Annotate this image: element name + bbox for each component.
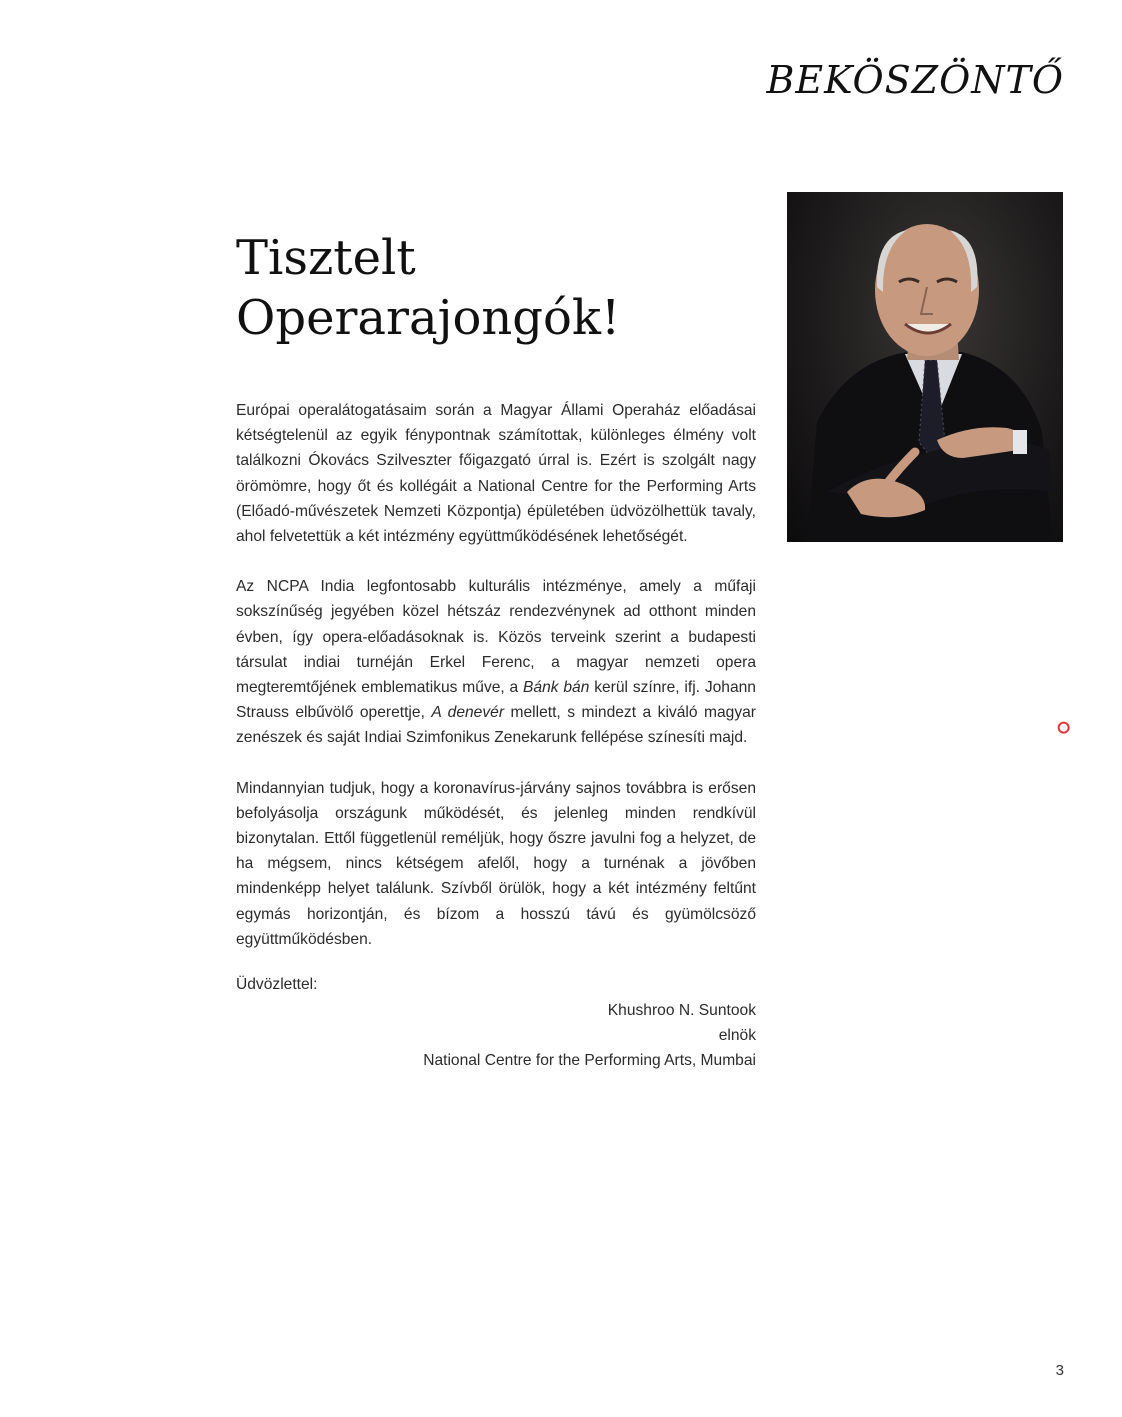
signature-name: Khushroo N. Suntook <box>607 1002 756 1019</box>
credit-ring-icon <box>1058 722 1070 734</box>
paragraph-3: Mindannyian tudjuk, hogy a koronavírus-járvány sajnos továbbra is erősen befolyásolja országunk működését, és jelenleg minden rendkívül bizonytalan. Ettől függetlenül reméljük, hogy őszre javulni fog a helyzet, de ha mégsem, nincs kétségem afelől, hogy a turnénak a jövőben mindenképp helyet találunk. Szívből örülök, hogy a két intézmény feltűnt egymás horizontján, és bízom a hosszú távú és gyümölcsöző együttműködésben. <box>236 779 756 948</box>
paragraph-1: Európai operalátogatásaim során a Magyar Állami Operaház előadásai kétségtelenül az egyik fénypontnak számítottak, különleges élmény volt találkozni Ókovács Szilveszter főigazgató úrral is. Ezért is szolgált nagy örömömre, hogy őt és kollégáit a National Centre for the Performing Arts (Előadó-művészetek Nemzeti Központja) épületében üdvözölhettük tavaly, ahol felvetettük a két intézmény együttműködésének lehetőségét. <box>236 402 756 546</box>
section-label: BEKÖSZÖNTŐ <box>766 58 1064 102</box>
portrait-illustration <box>787 192 1063 542</box>
portrait-photo <box>787 192 1071 717</box>
signature-block <box>236 998 756 1073</box>
signature-role: elnök <box>718 1027 756 1044</box>
page-title <box>236 228 756 348</box>
title-line-2: Operarajongók! <box>236 290 621 346</box>
opera-title-bank-ban: Bánk bán <box>523 679 590 697</box>
paragraph-2-part-2: kerül színre, ifj. Johann Strauss elbűvölő operettje, <box>236 679 756 722</box>
opera-title-denever: A denevér <box>431 704 505 722</box>
paragraph-2-part-1: Az NCPA India legfontosabb kulturális intézménye, amely a műfaji sokszínűség jegyében közel hétszáz rendezvénynek ad otthont minden évben, így opera-előadásoknak is. Közös terveink szerint a budapesti társulat indiai turnéján Erkel Ferenc, a magyar nemzeti opera megteremtőjének emblematikus műve, a <box>236 578 756 697</box>
greeting: Üdvözlettel: <box>236 976 318 993</box>
paragraph-2-part-3: mellett, s mindezt a kiváló magyar zenészek és saját Indiai Szimfonikus Zenekarunk fellépése színesíti majd. <box>236 704 756 747</box>
article-body <box>236 398 756 977</box>
photo-credit-text: Fotó: NCPA Mumbai <box>1057 602 1071 717</box>
photo-credit <box>1057 602 1071 734</box>
page-number: 3 <box>1055 1362 1064 1379</box>
signature-organization: National Centre for the Performing Arts, Mumbai <box>423 1052 756 1069</box>
paragraph-2 <box>236 574 756 750</box>
title-line-1: Tisztelt <box>236 230 416 286</box>
